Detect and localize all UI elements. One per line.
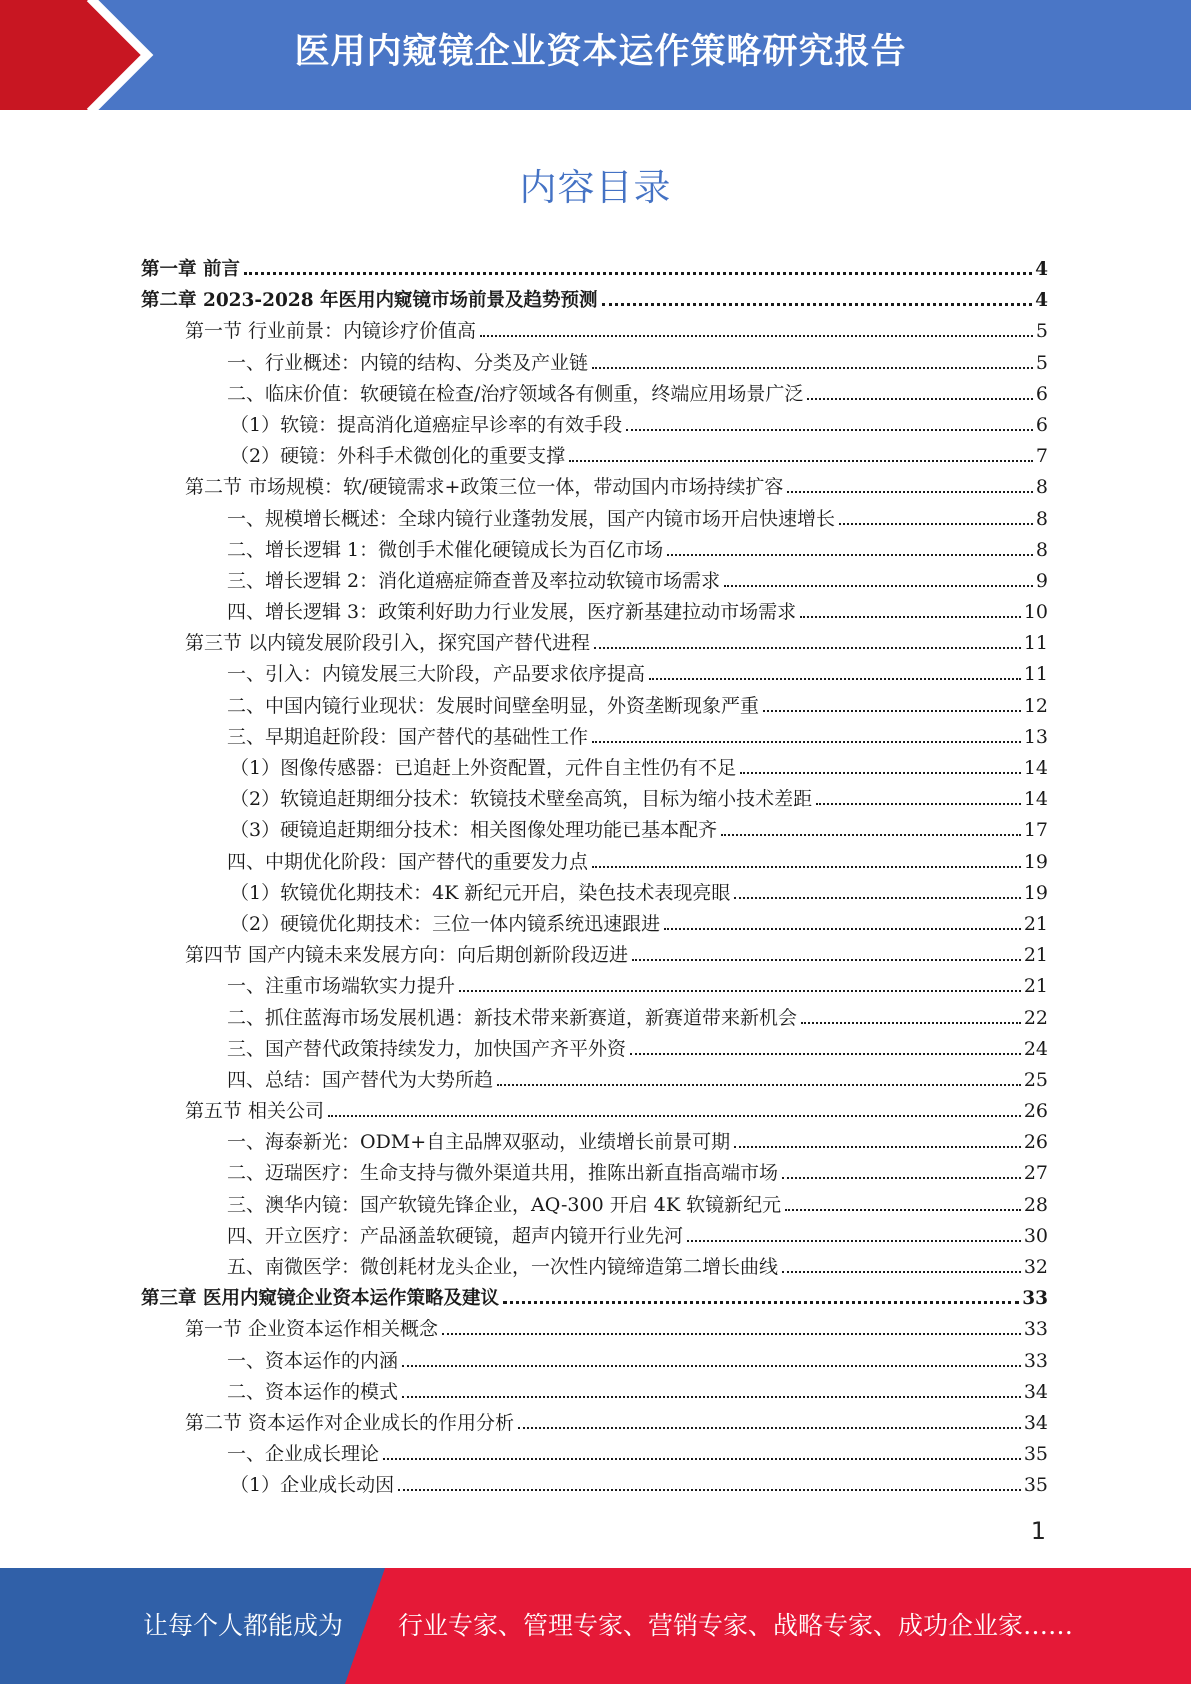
toc-entry-page: 33 bbox=[1023, 1349, 1048, 1372]
toc-entry-title: 一、海泰新光：ODM+自主品牌双驱动，业绩增长前景可期 bbox=[227, 1131, 731, 1154]
toc-entry[interactable] bbox=[141, 971, 1048, 1002]
toc-entry-title: 一、资本运作的内涵 bbox=[227, 1349, 399, 1372]
footer-band bbox=[0, 1568, 1191, 1684]
toc-entry-page: 19 bbox=[1023, 850, 1048, 873]
toc-entry-title: 第一章 前言 bbox=[141, 259, 240, 280]
toc-dot-leader bbox=[687, 1240, 1021, 1242]
toc-entry[interactable] bbox=[141, 1096, 1048, 1127]
toc-dot-leader bbox=[442, 1333, 1021, 1335]
toc-entry[interactable] bbox=[141, 815, 1048, 846]
report-header-band bbox=[0, 0, 1191, 110]
toc-heading: 内容目录 bbox=[519, 166, 672, 209]
toc-entry-page: 6 bbox=[1035, 382, 1048, 405]
toc-entry[interactable] bbox=[141, 441, 1048, 472]
toc-dot-leader bbox=[801, 1022, 1021, 1024]
toc-entry[interactable] bbox=[141, 316, 1048, 347]
toc-entry[interactable] bbox=[141, 1221, 1048, 1252]
toc-entry[interactable] bbox=[141, 1003, 1048, 1034]
toc-dot-leader bbox=[734, 897, 1020, 899]
toc-entry-page: 8 bbox=[1035, 476, 1048, 499]
toc-entry-title: 四、增长逻辑 3：政策利好助力行业发展，医疗新基建拉动市场需求 bbox=[227, 601, 797, 624]
toc-entry[interactable] bbox=[141, 410, 1048, 441]
toc-entry-page: 35 bbox=[1023, 1474, 1048, 1497]
toc-entry[interactable] bbox=[141, 504, 1048, 535]
toc-dot-leader bbox=[734, 1146, 1021, 1148]
toc-entry[interactable] bbox=[141, 1252, 1048, 1283]
toc-entry-page: 4 bbox=[1035, 290, 1048, 312]
toc-entry-title: 第四节 国产内镜未来发展方向：向后期创新阶段迈进 bbox=[185, 944, 629, 967]
toc-entry-title: 一、规模增长概述：全球内镜行业蓬勃发展，国产内镜市场开启快速增长 bbox=[227, 507, 836, 530]
toc-entry-page: 21 bbox=[1023, 944, 1048, 967]
toc-entry-title: 第三章 医用内窥镜企业资本运作策略及建议 bbox=[141, 1288, 499, 1310]
toc-dot-leader bbox=[649, 678, 1021, 680]
toc-entry-page: 12 bbox=[1023, 694, 1048, 717]
toc-entry-page: 7 bbox=[1035, 445, 1048, 468]
toc-entry[interactable] bbox=[141, 379, 1048, 410]
toc-entry-title: 三、国产替代政策持续发力，加快国产齐平外资 bbox=[227, 1037, 627, 1060]
toc-entry-page: 4 bbox=[1035, 259, 1048, 280]
toc-entry-title: 五、南微医学：微创耗材龙头企业，一次性内镜缔造第二增长曲线 bbox=[227, 1256, 779, 1278]
toc-entry[interactable] bbox=[141, 722, 1048, 753]
toc-dot-leader bbox=[383, 1458, 1021, 1460]
toc-dot-leader bbox=[782, 1271, 1021, 1273]
toc-entry-page: 33 bbox=[1022, 1288, 1048, 1310]
toc-entry[interactable] bbox=[141, 940, 1048, 971]
toc-dot-leader bbox=[518, 1427, 1021, 1429]
toc-entry-title: 一、企业成长理论 bbox=[227, 1443, 380, 1466]
report-title: 医用内窥镜企业资本运作策略研究报告 bbox=[294, 32, 907, 72]
toc-dot-leader bbox=[667, 554, 1033, 556]
toc-entry-page: 28 bbox=[1023, 1193, 1048, 1216]
toc-entry-page: 32 bbox=[1023, 1256, 1048, 1278]
toc-entry-title: 二、抓住蓝海市场发展机遇：新技术带来新赛道，新赛道带来新机会 bbox=[227, 1006, 798, 1029]
toc-entry-title: 一、行业概述：内镜的结构、分类及产业链 bbox=[227, 351, 589, 374]
toc-entry[interactable] bbox=[141, 1283, 1048, 1314]
toc-dot-leader bbox=[592, 741, 1021, 743]
toc-entry-page: 19 bbox=[1023, 881, 1048, 904]
toc-entry-page: 33 bbox=[1023, 1318, 1048, 1341]
toc-entry[interactable] bbox=[141, 784, 1048, 815]
toc-entry-page: 10 bbox=[1023, 601, 1048, 624]
toc-dot-leader bbox=[839, 523, 1033, 525]
toc-dot-leader bbox=[816, 803, 1021, 805]
toc-entry[interactable] bbox=[141, 348, 1048, 379]
toc-entry-page: 21 bbox=[1023, 912, 1048, 935]
toc-entry[interactable] bbox=[141, 1034, 1048, 1065]
toc-dot-leader bbox=[503, 1301, 1019, 1304]
toc-entry-page: 8 bbox=[1035, 538, 1048, 561]
toc-dot-leader bbox=[800, 616, 1021, 618]
toc-dot-leader bbox=[664, 928, 1021, 930]
toc-dot-leader bbox=[807, 398, 1033, 400]
toc-entry-title: （1）图像传感器：已追赶上外资配置，元件自主性仍有不足 bbox=[230, 757, 737, 779]
toc-dot-leader bbox=[721, 834, 1021, 836]
toc-dot-leader bbox=[630, 1053, 1021, 1055]
toc-entry-title: 第二章 2023-2028 年医用内窥镜市场前景及趋势预测 bbox=[141, 290, 598, 312]
toc-entry[interactable] bbox=[141, 878, 1048, 909]
toc-dot-leader bbox=[592, 866, 1021, 868]
toc-entry-title: 第二节 市场规模：软/硬镜需求+政策三位一体，带动国内市场持续扩容 bbox=[185, 476, 784, 499]
toc-entry-title: 四、总结：国产替代为大势所趋 bbox=[227, 1068, 494, 1091]
toc-entry[interactable] bbox=[141, 285, 1048, 316]
toc-dot-leader bbox=[740, 772, 1021, 774]
toc-entry-title: （2）硬镜：外科手术微创化的重要支撑 bbox=[230, 445, 566, 468]
toc-dot-leader bbox=[782, 1177, 1021, 1179]
toc-dot-leader bbox=[763, 710, 1021, 712]
toc-entry-page: 25 bbox=[1023, 1068, 1048, 1091]
toc-entry-title: 第三节 以内镜发展阶段引入，探究国产替代进程 bbox=[185, 632, 591, 655]
toc-entry[interactable] bbox=[141, 628, 1048, 659]
toc-entry-page: 14 bbox=[1023, 757, 1048, 779]
toc-entry-title: 三、增长逻辑 2：消化道癌症筛查普及率拉动软镜市场需求 bbox=[227, 569, 721, 592]
footer-slogan-right: 行业专家、管理专家、营销专家、战略专家、成功企业家…… bbox=[398, 1611, 1074, 1640]
toc-entry-page: 21 bbox=[1023, 975, 1048, 998]
toc-entry-title: 第五节 相关公司 bbox=[185, 1100, 325, 1123]
toc-entry-title: （2）软镜追赶期细分技术：软镜技术壁垒高筑，目标为缩小技术差距 bbox=[230, 788, 813, 811]
toc-entry[interactable] bbox=[141, 847, 1048, 878]
toc-entry-page: 5 bbox=[1035, 320, 1048, 343]
toc-entry-page: 11 bbox=[1023, 663, 1048, 686]
toc-entry-title: 第二节 资本运作对企业成长的作用分析 bbox=[185, 1411, 515, 1434]
toc-dot-leader bbox=[402, 1396, 1021, 1398]
toc-entry-page: 9 bbox=[1035, 569, 1048, 592]
toc-entry[interactable] bbox=[141, 1158, 1048, 1189]
toc-entry-page: 22 bbox=[1023, 1006, 1048, 1029]
toc-dot-leader bbox=[398, 1489, 1021, 1491]
toc-entry-page: 34 bbox=[1023, 1411, 1048, 1434]
toc-entry-title: 第一节 企业资本运作相关概念 bbox=[185, 1318, 439, 1341]
toc-entry-title: 三、早期追赶阶段：国产替代的基础性工作 bbox=[227, 725, 589, 748]
toc-entry-title: 一、注重市场端软实力提升 bbox=[227, 975, 456, 998]
toc-entry-page: 34 bbox=[1023, 1380, 1048, 1403]
toc-entry[interactable] bbox=[141, 566, 1048, 597]
toc-entry-title: 二、增长逻辑 1：微创手术催化硬镜成长为百亿市场 bbox=[227, 538, 664, 561]
toc-entry[interactable] bbox=[141, 254, 1048, 285]
toc-entry-page: 26 bbox=[1023, 1100, 1048, 1123]
toc-entry-page: 27 bbox=[1023, 1162, 1048, 1185]
toc-entry[interactable] bbox=[141, 535, 1048, 566]
table-of-contents bbox=[141, 254, 1048, 1502]
toc-entry-title: （1）软镜优化期技术：4K 新纪元开启，染色技术表现亮眼 bbox=[230, 881, 731, 904]
toc-entry-title: 第一节 行业前景：内镜诊疗价值高 bbox=[185, 320, 477, 343]
toc-dot-leader bbox=[724, 585, 1033, 587]
toc-entry-title: （2）硬镜优化期技术：三位一体内镜系统迅速跟进 bbox=[230, 912, 661, 935]
toc-entry-title: 二、临床价值：软硬镜在检查/治疗领域各有侧重，终端应用场景广泛 bbox=[227, 382, 804, 405]
toc-dot-leader bbox=[594, 647, 1021, 649]
toc-entry[interactable] bbox=[141, 1439, 1048, 1470]
toc-entry[interactable] bbox=[141, 691, 1048, 722]
toc-entry[interactable] bbox=[141, 659, 1048, 690]
toc-dot-leader bbox=[602, 303, 1033, 306]
toc-entry[interactable] bbox=[141, 753, 1048, 784]
toc-entry-title: 四、开立医疗：产品涵盖软硬镜，超声内镜开行业先河 bbox=[227, 1224, 684, 1247]
toc-entry[interactable] bbox=[141, 597, 1048, 628]
page-number: 1 bbox=[1030, 1517, 1046, 1545]
toc-entry-title: （1）企业成长动因 bbox=[230, 1474, 395, 1497]
toc-dot-leader bbox=[785, 1209, 1021, 1211]
toc-entry-title: （1）软镜：提高消化道癌症早诊率的有效手段 bbox=[230, 413, 623, 436]
toc-entry-title: 二、资本运作的模式 bbox=[227, 1380, 399, 1403]
toc-entry-page: 8 bbox=[1035, 507, 1048, 530]
toc-entry-title: （3）硬镜追赶期细分技术：相关图像处理功能已基本配齐 bbox=[230, 819, 718, 842]
toc-entry-page: 17 bbox=[1023, 819, 1048, 842]
toc-entry[interactable] bbox=[141, 472, 1048, 503]
toc-dot-leader bbox=[459, 990, 1021, 992]
toc-entry-title: 二、迈瑞医疗：生命支持与微外渠道共用，推陈出新直指高端市场 bbox=[227, 1162, 779, 1185]
toc-dot-leader bbox=[244, 272, 1032, 275]
toc-entry-title: 一、引入：内镜发展三大阶段，产品要求依序提高 bbox=[227, 663, 646, 686]
toc-dot-leader bbox=[328, 1115, 1021, 1117]
toc-dot-leader bbox=[632, 959, 1021, 961]
toc-dot-leader bbox=[402, 1365, 1021, 1367]
toc-entry-page: 5 bbox=[1035, 351, 1048, 374]
toc-entry[interactable] bbox=[141, 1408, 1048, 1439]
toc-entry-title: 四、中期优化阶段：国产替代的重要发力点 bbox=[227, 850, 589, 873]
footer-slogan-left: 让每个人都能成为 bbox=[143, 1611, 344, 1640]
toc-entry[interactable] bbox=[141, 909, 1048, 940]
toc-entry-page: 35 bbox=[1023, 1443, 1048, 1466]
toc-entry-page: 11 bbox=[1023, 632, 1048, 655]
toc-dot-leader bbox=[626, 429, 1033, 431]
toc-entry[interactable] bbox=[141, 1065, 1048, 1096]
toc-entry-page: 14 bbox=[1023, 788, 1048, 811]
toc-entry-title: 二、中国内镜行业现状：发展时间壁垒明显，外资垄断现象严重 bbox=[227, 694, 760, 717]
toc-entry-page: 24 bbox=[1023, 1037, 1048, 1060]
toc-dot-leader bbox=[480, 335, 1033, 337]
toc-entry[interactable] bbox=[141, 1314, 1048, 1345]
toc-entry[interactable] bbox=[141, 1470, 1048, 1501]
toc-dot-leader bbox=[569, 460, 1033, 462]
toc-dot-leader bbox=[497, 1084, 1021, 1086]
toc-entry-page: 26 bbox=[1023, 1131, 1048, 1154]
toc-dot-leader bbox=[787, 491, 1033, 493]
toc-entry-page: 6 bbox=[1035, 413, 1048, 436]
toc-dot-leader bbox=[592, 367, 1033, 369]
toc-entry[interactable] bbox=[141, 1346, 1048, 1377]
toc-entry[interactable] bbox=[141, 1377, 1048, 1408]
toc-entry[interactable] bbox=[141, 1190, 1048, 1221]
toc-entry-page: 30 bbox=[1023, 1224, 1048, 1247]
toc-entry-title: 三、澳华内镜：国产软镜先锋企业，AQ-300 开启 4K 软镜新纪元 bbox=[227, 1193, 782, 1216]
toc-entry-page: 13 bbox=[1023, 725, 1048, 748]
toc-entry[interactable] bbox=[141, 1127, 1048, 1158]
